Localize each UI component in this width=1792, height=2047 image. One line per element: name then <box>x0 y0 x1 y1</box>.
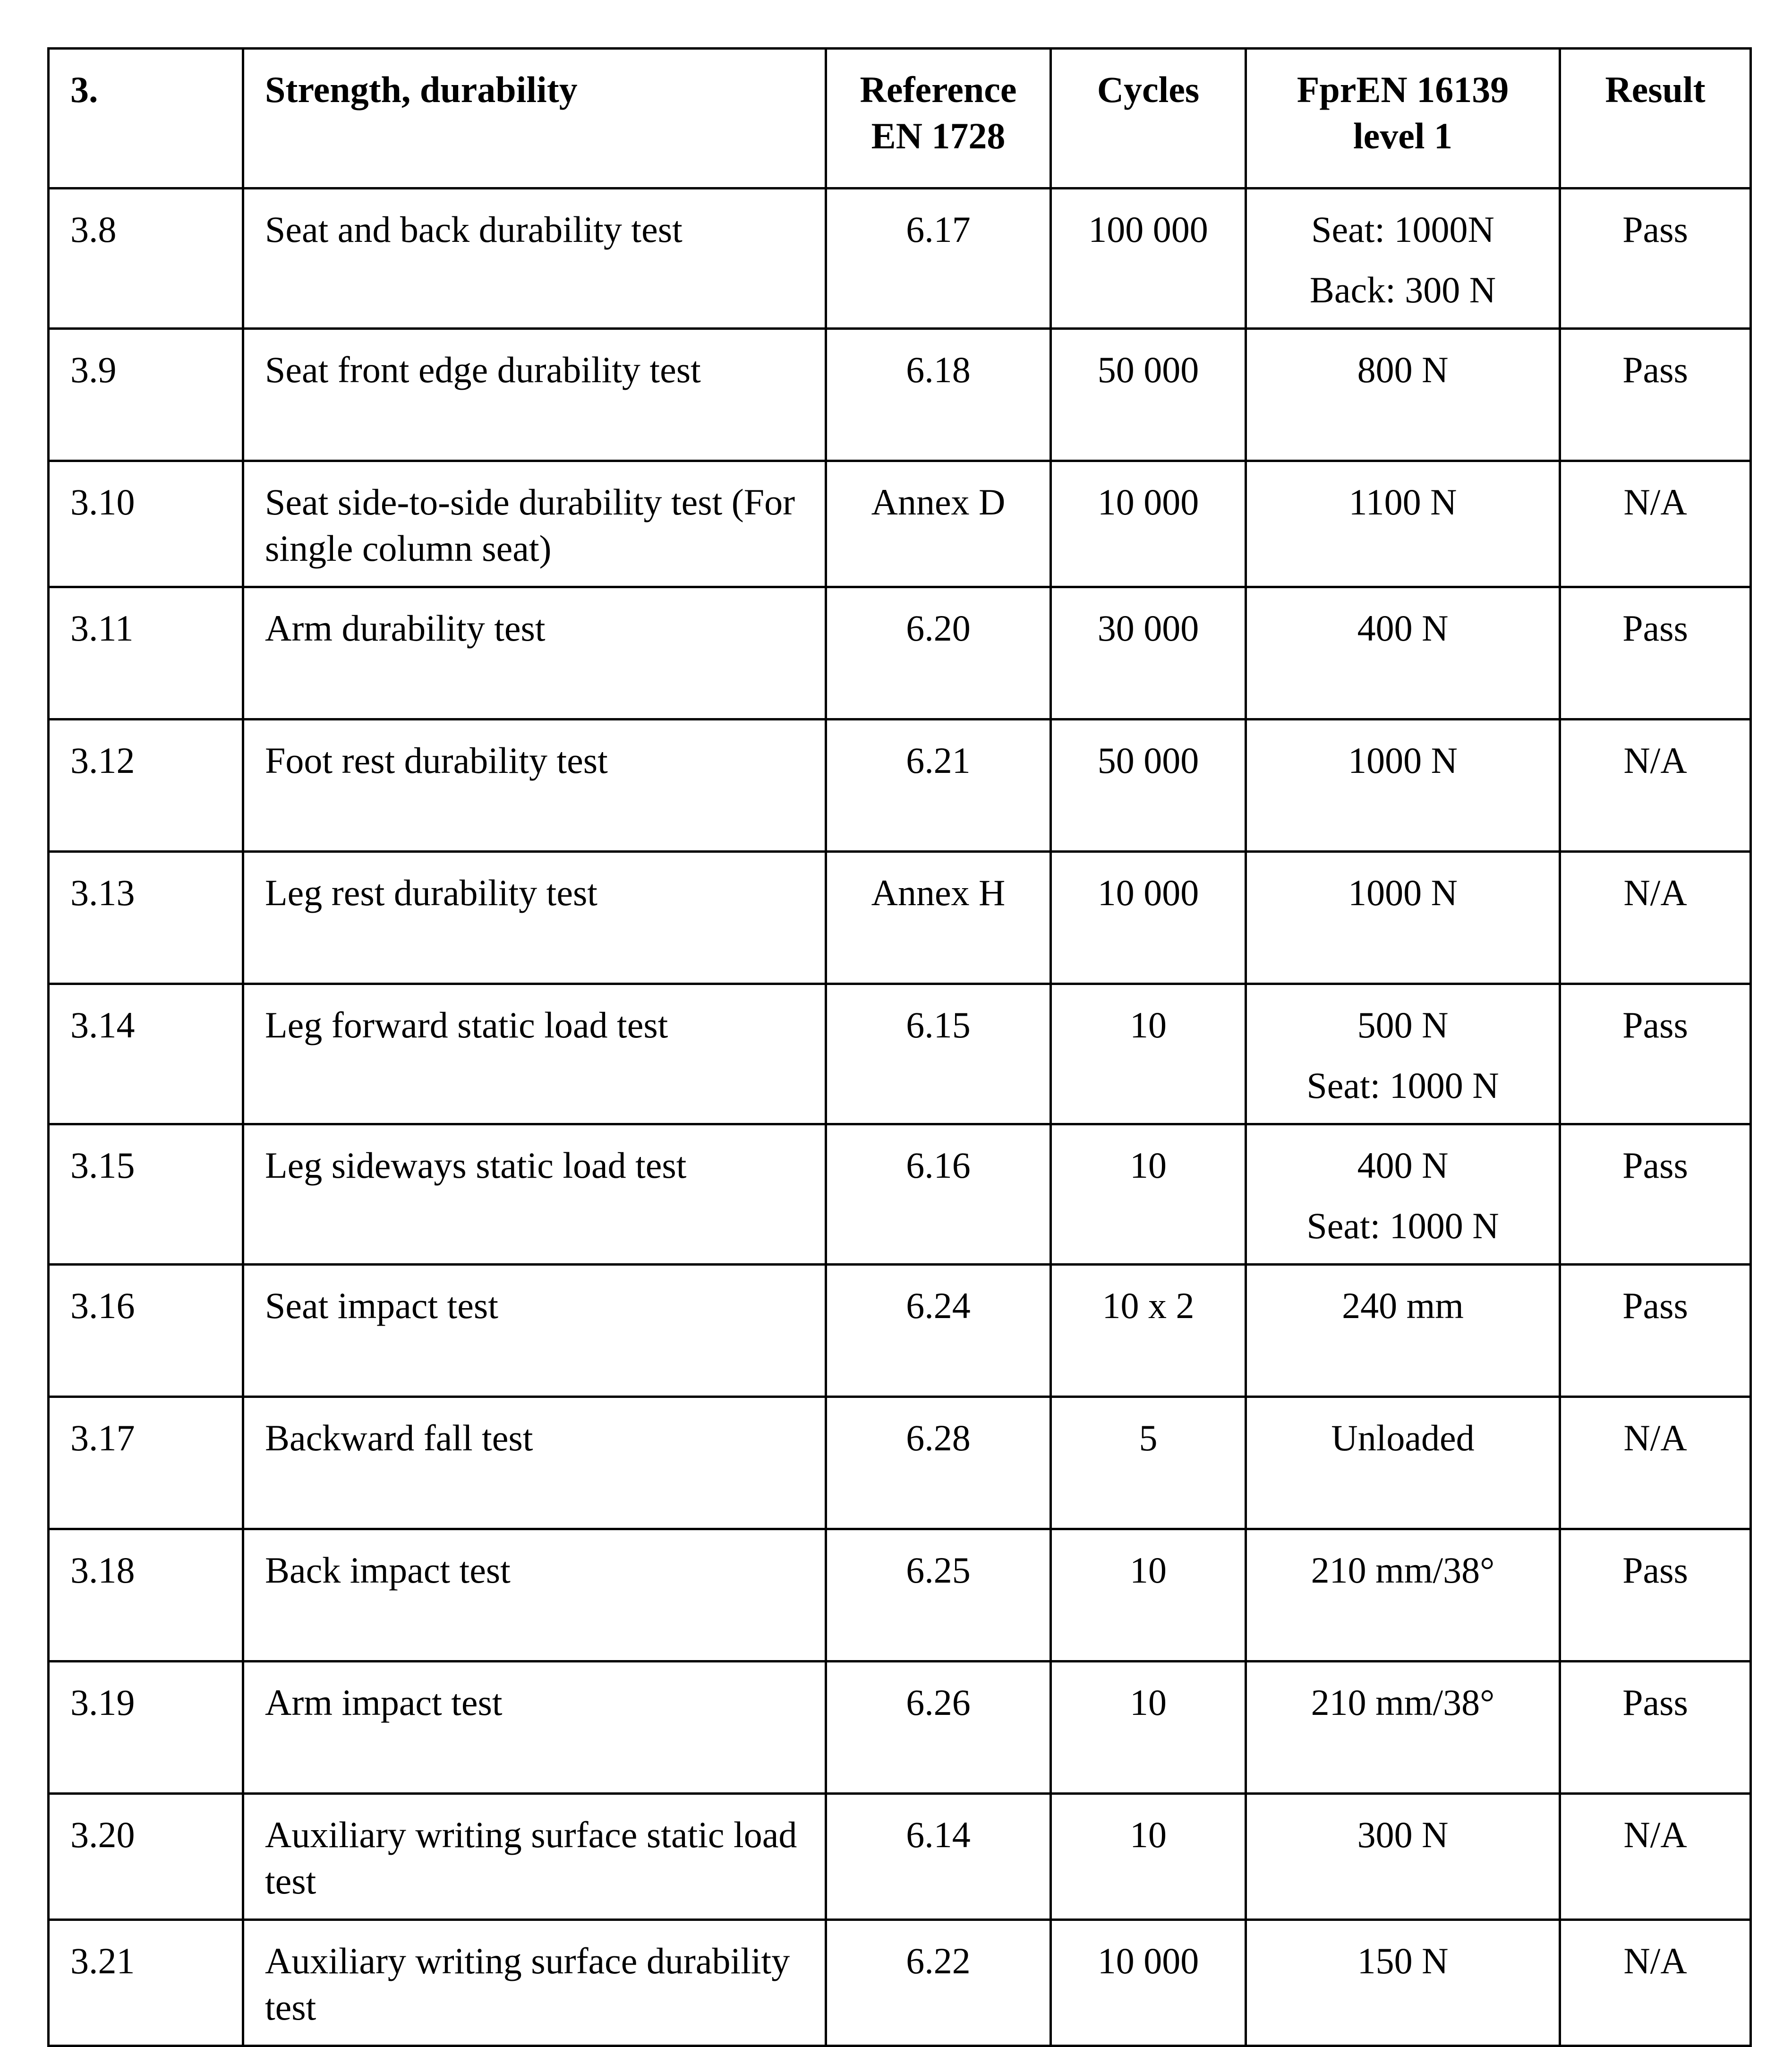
header-result: Result <box>1560 49 1751 188</box>
table-row <box>49 587 1751 719</box>
cell-level-line: 1000 N <box>1348 740 1458 781</box>
cell-cycles: 10 000 <box>1051 852 1246 984</box>
cell-level-line: 300 N <box>1357 1814 1449 1855</box>
cell-result: Pass <box>1560 1265 1751 1397</box>
cell-reference: Annex D <box>826 461 1051 587</box>
cell-result: N/A <box>1560 461 1751 587</box>
table-row <box>49 1662 1751 1794</box>
cell-result: Pass <box>1560 587 1751 719</box>
cell-test-name: Seat and back durability test <box>243 188 826 329</box>
cell-level-line: 150 N <box>1357 1940 1449 1981</box>
cell-section-number: 3.11 <box>49 587 243 719</box>
cell-cycles: 30 000 <box>1051 587 1246 719</box>
cell-level-line: 800 N <box>1357 349 1449 390</box>
cell-level-line: 210 mm/38° <box>1311 1550 1495 1591</box>
cell-cycles: 50 000 <box>1051 329 1246 461</box>
header-cycles: Cycles <box>1051 49 1246 188</box>
cell-cycles: 10 000 <box>1051 461 1246 587</box>
cell-test-name: Arm impact test <box>243 1662 826 1794</box>
cell-section-number: 3.14 <box>49 984 243 1124</box>
cell-reference: 6.24 <box>826 1265 1051 1397</box>
cell-section-number: 3.12 <box>49 719 243 852</box>
table-row <box>49 852 1751 984</box>
cell-reference: 6.25 <box>826 1529 1051 1662</box>
cell-level <box>1246 461 1560 587</box>
cell-test-name: Arm durability test <box>243 587 826 719</box>
cell-cycles: 100 000 <box>1051 188 1246 329</box>
cell-result: N/A <box>1560 719 1751 852</box>
table-body <box>49 188 1751 2046</box>
cell-reference: 6.16 <box>826 1124 1051 1265</box>
cell-level-line: 240 mm <box>1342 1285 1464 1326</box>
table-header <box>49 49 1751 188</box>
cell-result: N/A <box>1560 852 1751 984</box>
header-reference <box>826 49 1051 188</box>
cell-reference: 6.20 <box>826 587 1051 719</box>
table-row <box>49 461 1751 587</box>
cell-reference: 6.22 <box>826 1920 1051 2046</box>
cell-reference: 6.15 <box>826 984 1051 1124</box>
cell-test-name: Back impact test <box>243 1529 826 1662</box>
table-row <box>49 1529 1751 1662</box>
cell-level <box>1246 1794 1560 1920</box>
cell-cycles: 10 <box>1051 1124 1246 1265</box>
cell-test-name: Leg rest durability test <box>243 852 826 984</box>
cell-test-name: Auxiliary writing surface durability test <box>243 1920 826 2046</box>
header-test-name: Strength, durability <box>243 49 826 188</box>
cell-section-number: 3.13 <box>49 852 243 984</box>
cell-reference: 6.17 <box>826 188 1051 329</box>
table-row <box>49 188 1751 329</box>
cell-level-line: 1100 N <box>1348 481 1457 522</box>
cell-reference: 6.14 <box>826 1794 1051 1920</box>
cell-level <box>1246 1124 1560 1265</box>
header-level-line: FprEN 16139 <box>1297 69 1509 110</box>
cell-section-number: 3.20 <box>49 1794 243 1920</box>
cell-cycles: 10 <box>1051 1794 1246 1920</box>
cell-level <box>1246 587 1560 719</box>
cell-level-line: Seat: 1000 N <box>1306 1205 1499 1246</box>
cell-reference: 6.26 <box>826 1662 1051 1794</box>
cell-test-name: Foot rest durability test <box>243 719 826 852</box>
cell-result: Pass <box>1560 1529 1751 1662</box>
cell-test-name: Leg sideways static load test <box>243 1124 826 1265</box>
cell-section-number: 3.16 <box>49 1265 243 1397</box>
cell-level-line: 1000 N <box>1348 872 1458 913</box>
cell-cycles: 10 000 <box>1051 1920 1246 2046</box>
cell-level <box>1246 1529 1560 1662</box>
table-row <box>49 329 1751 461</box>
table-row <box>49 719 1751 852</box>
header-row <box>49 49 1751 188</box>
cell-section-number: 3.9 <box>49 329 243 461</box>
cell-cycles: 10 x 2 <box>1051 1265 1246 1397</box>
cell-test-name: Backward fall test <box>243 1397 826 1529</box>
header-section-number: 3. <box>49 49 243 188</box>
cell-level <box>1246 984 1560 1124</box>
cell-test-name: Auxiliary writing surface static load test <box>243 1794 826 1920</box>
cell-cycles: 5 <box>1051 1397 1246 1529</box>
cell-level <box>1246 1662 1560 1794</box>
table-row <box>49 1794 1751 1920</box>
cell-test-name: Leg forward static load test <box>243 984 826 1124</box>
cell-level-line: Seat: 1000N <box>1311 209 1494 250</box>
table-row <box>49 1397 1751 1529</box>
cell-section-number: 3.10 <box>49 461 243 587</box>
header-reference-line: EN 1728 <box>871 115 1006 156</box>
cell-level-line: Back: 300 N <box>1309 269 1496 310</box>
cell-level-line: Seat: 1000 N <box>1306 1065 1499 1106</box>
cell-reference: 6.21 <box>826 719 1051 852</box>
cell-level-line: 400 N <box>1357 1145 1449 1186</box>
table-row <box>49 1920 1751 2046</box>
cell-section-number: 3.21 <box>49 1920 243 2046</box>
cell-level-line: Unloaded <box>1331 1417 1475 1458</box>
cell-reference: Annex H <box>826 852 1051 984</box>
header-level-line: level 1 <box>1353 115 1453 156</box>
cell-level <box>1246 1920 1560 2046</box>
cell-result: N/A <box>1560 1794 1751 1920</box>
table-row <box>49 1265 1751 1397</box>
cell-level <box>1246 719 1560 852</box>
cell-level <box>1246 1397 1560 1529</box>
cell-section-number: 3.8 <box>49 188 243 329</box>
cell-reference: 6.18 <box>826 329 1051 461</box>
header-level <box>1246 49 1560 188</box>
cell-level <box>1246 852 1560 984</box>
cell-test-name: Seat front edge durability test <box>243 329 826 461</box>
test-results-table <box>47 47 1752 2047</box>
table-row <box>49 1124 1751 1265</box>
cell-level <box>1246 329 1560 461</box>
cell-level-line: 500 N <box>1357 1004 1449 1045</box>
cell-test-name: Seat side-to-side durability test (For single column seat) <box>243 461 826 587</box>
cell-result: Pass <box>1560 984 1751 1124</box>
cell-result: Pass <box>1560 1124 1751 1265</box>
cell-result: Pass <box>1560 1662 1751 1794</box>
cell-cycles: 10 <box>1051 1662 1246 1794</box>
cell-level <box>1246 188 1560 329</box>
cell-section-number: 3.15 <box>49 1124 243 1265</box>
cell-cycles: 10 <box>1051 984 1246 1124</box>
cell-section-number: 3.18 <box>49 1529 243 1662</box>
cell-reference: 6.28 <box>826 1397 1051 1529</box>
cell-test-name: Seat impact test <box>243 1265 826 1397</box>
cell-section-number: 3.19 <box>49 1662 243 1794</box>
cell-cycles: 10 <box>1051 1529 1246 1662</box>
table-row <box>49 984 1751 1124</box>
cell-cycles: 50 000 <box>1051 719 1246 852</box>
cell-result: Pass <box>1560 188 1751 329</box>
cell-level-line: 400 N <box>1357 608 1449 649</box>
cell-level-line: 210 mm/38° <box>1311 1682 1495 1723</box>
cell-level <box>1246 1265 1560 1397</box>
cell-result: N/A <box>1560 1397 1751 1529</box>
cell-section-number: 3.17 <box>49 1397 243 1529</box>
header-reference-line: Reference <box>860 69 1017 110</box>
cell-result: Pass <box>1560 329 1751 461</box>
cell-result: N/A <box>1560 1920 1751 2046</box>
